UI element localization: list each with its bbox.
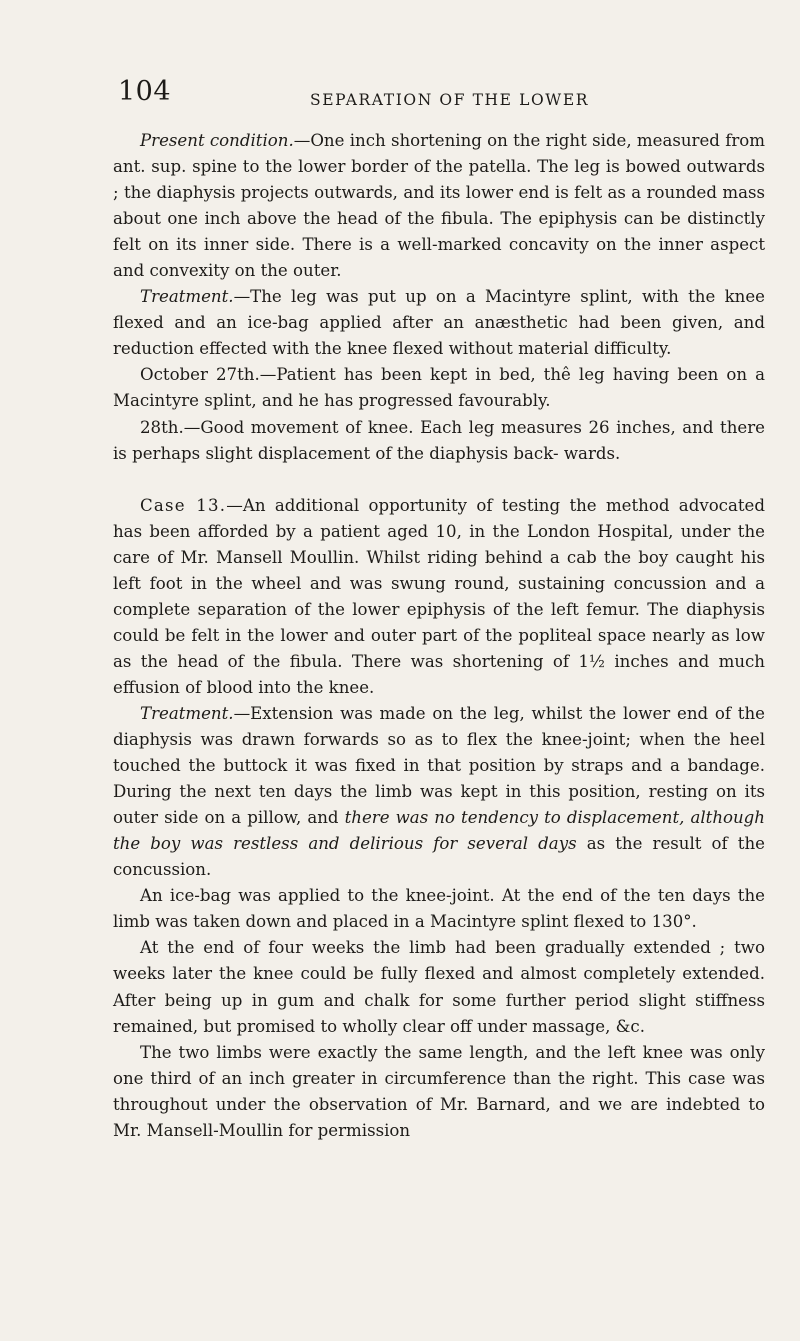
paragraph-text: 28th.—Good movement of knee. Each leg measures 26 inches, and there is perhaps slight displacement of the diaphysis back- wards. bbox=[113, 417, 765, 463]
paragraph-text: —Extension was made on the leg, whilst the lower end of the diaphysis was drawn forwards so as to flex the knee-joint; when the heel touched the buttock it was fixed in that position by straps and a bandage. During the next ten days the limb was kept in this position, resting on its outer side on a pillow, and bbox=[113, 703, 765, 828]
body-text bbox=[113, 128, 765, 1144]
paragraph-case-13 bbox=[113, 493, 765, 701]
paragraph-text-tail: as the result of the concussion. bbox=[113, 834, 765, 880]
paragraph-treatment bbox=[113, 284, 765, 362]
paragraph-two-limbs bbox=[113, 1040, 765, 1144]
paragraph-text: October 27th.—Patient has been kept in bed, thê leg having been on a Macintyre splint, and he has progressed favourably. bbox=[113, 365, 765, 411]
paragraph-text: —One inch shortening on the right side, measured from ant. sup. spine to the lower border of the patella. The leg is bowed outwards ; the diaphysis projects outwards, and its lower end is felt as a rounded mass about one inch above the head of the fibula. The epiphysis can be distinctly felt on its inner side. There is a well-marked concavity on the inner aspect and convexity on the outer. bbox=[113, 131, 765, 281]
paragraph-text: An ice-bag was applied to the knee-joint. At the end of the ten days the limb was taken down and placed in a Macintyre splint flexed to 130°. bbox=[113, 886, 765, 932]
paragraph-october-27 bbox=[113, 362, 765, 414]
page-number: 104 bbox=[118, 76, 172, 107]
paragraph-text: At the end of four weeks the limb had been gradually extended ; two weeks later the knee could be fully flexed and almost completely extended. After being up in gum and chalk for some further period slight stiffness remained, but promised to wholly clear off under massage, &c. bbox=[113, 938, 765, 1036]
paragraph-ice-bag bbox=[113, 883, 765, 935]
paragraph-28th bbox=[113, 415, 765, 467]
paragraph-case-13-treatment bbox=[113, 701, 765, 883]
paragraph-lead: Treatment. bbox=[140, 703, 234, 723]
paragraph-lead: Present condition. bbox=[140, 131, 294, 150]
paragraph-lead: Treatment. bbox=[140, 287, 234, 307]
section-gap bbox=[113, 467, 765, 493]
paragraph-text: The two limbs were exactly the same length, and the left knee was only one third of an inch greater in circumference than the right. This case was throughout under the observation of Mr. Barnard, and we are indebted to Mr. Mansell-Moullin for permission bbox=[113, 1042, 765, 1140]
emphasized-text: there was no tendency to displacement, although the boy was restless and delirious for several days bbox=[113, 808, 765, 854]
case-heading: Case 13. bbox=[140, 495, 227, 515]
running-head: SEPARATION OF THE LOWER bbox=[310, 91, 590, 109]
paragraph-text: —The leg was put up on a Macintyre splint, with the knee flexed and an ice-bag applied after an anæsthetic had been given, and reduction effected with the knee flexed without material difficulty. bbox=[113, 287, 765, 359]
paragraph-four-weeks bbox=[113, 935, 765, 1039]
paragraph-present-condition bbox=[113, 128, 765, 284]
paragraph-text: —An additional opportunity of testing the method advocated has been afforded by a patient aged 10, in the London Hospital, under the care of Mr. Mansell Moullin. Whilst riding behind a cab the boy caught his left foot in the wheel and was swung round, sustaining concussion and a complete separation of the lower epiphysis of the left femur. The diaphysis could be felt in the lower and outer part of the popliteal space nearly as low as the head of the fibula. There was shortening of 1½ inches and much effusion of blood into the knee. bbox=[113, 495, 765, 697]
